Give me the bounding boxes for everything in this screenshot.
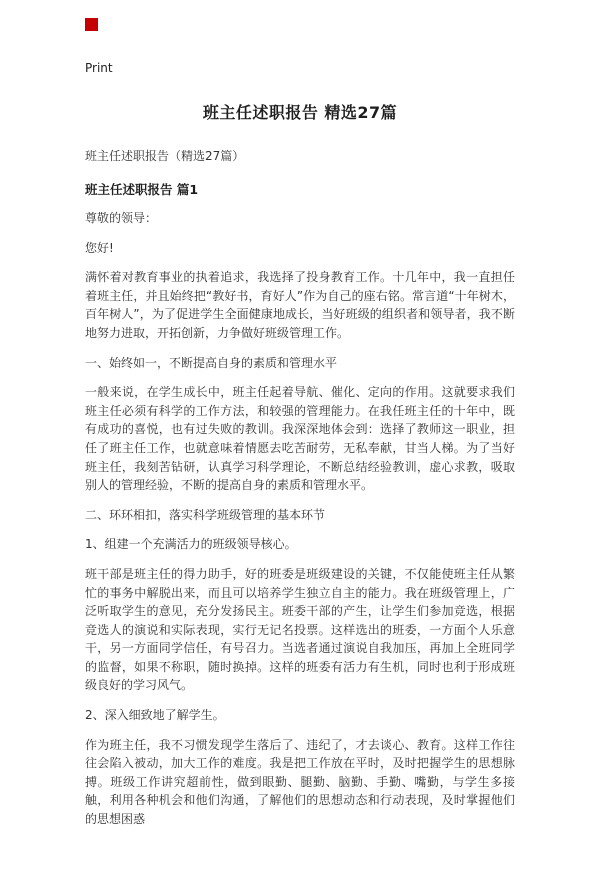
- paragraph-salutation: 尊敬的领导：: [85, 211, 158, 225]
- paragraph-heading-2: 二、环环相扣，落实科学班级管理的基本环节: [85, 507, 326, 522]
- paragraph-greeting: 您好!: [85, 240, 114, 255]
- page-title: 班主任述职报告 精选27篇: [202, 103, 398, 122]
- section-heading: 班主任述职报告 篇1: [85, 182, 199, 197]
- paragraph-body-1: 一般来说，在学生成长中，班主任起着导航、催化、定向的作用。这就要求我们班主任必须有科学的工作方法，和较强的管理能力。在我任班主任的十年中，既有成功的喜悦，也有过失败的教训。我深深地体会到：选择了教师这一职业，担任了班主任工作，也就意味着情愿去吃苦耐劳，无私奉献，甘当人梯。为了当好班主任，我刻苦钻研，认真学习科学理论，不断总结经验教训，虚心求教，吸取别人的管理经验，不断的提高自身的素质和管理水平。: [85, 385, 515, 493]
- paragraph-body-2-1: 班干部是班主任的得力助手，好的班委是班级建设的关键，不仅能使班主任从繁忙的事务中解脱出来，而且可以培养学生独立自主的能力。我在班级管理上，广泛听取学生的意见，充分发扬民主。班委干部的产生，让学生们参加竞选，根据竞选人的演说和实际表现，实行无记名投票。这样选出的班委，一方面个人乐意干，另一方面同学信任，有号召力。当选者通过演说自我加压，再加上全班同学的监督，如果不称职，随时换掉。这样的班委有活力有生机，同时也利于形成班级良好的学习风气。: [85, 566, 515, 693]
- document-body: [85, 209, 515, 829]
- paragraph-heading-1: 一、始终如一，不断提高自身的素质和管理水平: [85, 355, 338, 370]
- paragraph-subheading-2-1: 1、组建一个充满活力的班级领导核心。: [85, 537, 297, 552]
- print-button[interactable]: Print: [85, 61, 113, 75]
- paragraph-body-2-2: 作为班主任，我不习惯发现学生落后了、违纪了，才去谈心、教育。这样工作往往会陷入被动，加大工作的难度。我是把工作放在平时，及时把握学生的思想脉搏。班级工作讲究超前性，做到眼勤、腿勤、脑勤、手勤、嘴勤，与学生多接触，利用各种机会和他们沟通，了解他们的思想动态和行动表现，及时掌握他们的思想困惑: [85, 737, 515, 827]
- document-subtitle: 班主任述职报告（精选27篇）: [85, 149, 245, 163]
- paragraph-subheading-2-2: 2、深入细致地了解学生。: [85, 708, 225, 723]
- red-square-logo-icon: [85, 18, 98, 31]
- paragraph-intro: 满怀着对教育事业的执着追求，我选择了投身教育工作。十几年中，我一直担任着班主任，并且始终把“教好书，育好人”作为自己的座右铭。常言道“十年树木，百年树人”，为了促进学生全面健康地成长，当好班级的组织者和领导者，我不断地努力进取，开拓创新，力争做好班级管理工作。: [85, 270, 515, 340]
